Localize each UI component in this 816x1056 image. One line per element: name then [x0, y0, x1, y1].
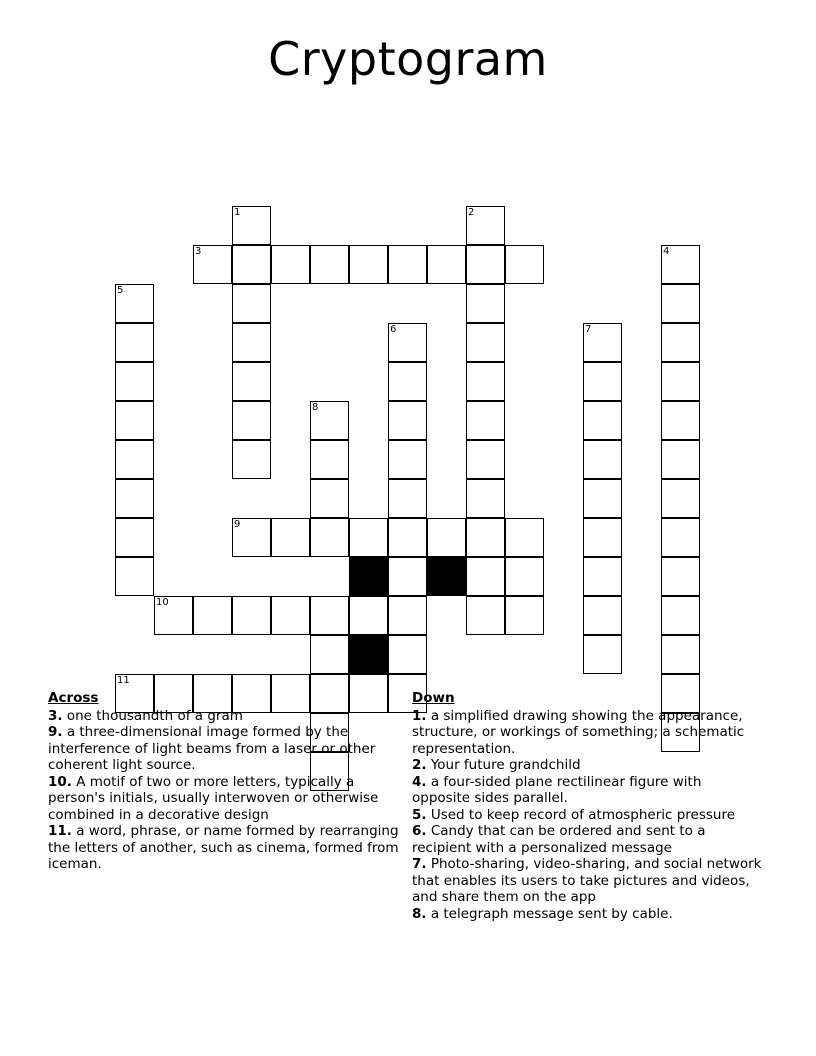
clue-text: one thousandth of a gram: [62, 707, 243, 724]
grid-cell[interactable]: [232, 596, 271, 635]
grid-cell[interactable]: [466, 206, 505, 245]
grid-cell[interactable]: [661, 323, 700, 362]
clue-item: [412, 856, 762, 906]
grid-cell[interactable]: [466, 362, 505, 401]
grid-cell-blocked: [349, 635, 388, 674]
grid-cell[interactable]: [661, 245, 700, 284]
grid-cell[interactable]: [466, 557, 505, 596]
grid-cell[interactable]: [271, 596, 310, 635]
grid-cell[interactable]: [271, 245, 310, 284]
grid-cell[interactable]: [115, 284, 154, 323]
grid-cell[interactable]: [271, 518, 310, 557]
grid-cell[interactable]: [661, 518, 700, 557]
grid-cell[interactable]: [661, 401, 700, 440]
grid-cell[interactable]: [583, 401, 622, 440]
grid-cell[interactable]: [661, 479, 700, 518]
grid-cell[interactable]: [310, 518, 349, 557]
grid-cell[interactable]: [232, 362, 271, 401]
grid-cell[interactable]: [466, 596, 505, 635]
grid-cell[interactable]: [193, 245, 232, 284]
clue-item: [412, 757, 762, 774]
grid-cell[interactable]: [310, 635, 349, 674]
grid-cell[interactable]: [466, 245, 505, 284]
grid-cell[interactable]: [349, 596, 388, 635]
clue-number: 1.: [412, 707, 427, 724]
clue-number: 10.: [48, 773, 72, 790]
clue-text: Photo-sharing, video-sharing, and social network that enables its users to take pictures and videos, and share them on the app: [412, 856, 762, 905]
clue-text: a telegraph message sent by cable.: [426, 905, 673, 922]
grid-cell[interactable]: [310, 479, 349, 518]
grid-cell[interactable]: [232, 401, 271, 440]
grid-cell-blocked: [427, 557, 466, 596]
grid-cell[interactable]: [466, 401, 505, 440]
grid-cell[interactable]: [427, 245, 466, 284]
grid-cell[interactable]: [583, 596, 622, 635]
grid-cell-number: 8: [312, 402, 319, 413]
grid-cell[interactable]: [661, 284, 700, 323]
grid-cell[interactable]: [232, 245, 271, 284]
grid-cell-number: 11: [117, 675, 130, 686]
grid-cell[interactable]: [583, 440, 622, 479]
grid-cell[interactable]: [583, 557, 622, 596]
grid-cell[interactable]: [115, 557, 154, 596]
grid-cell[interactable]: [232, 323, 271, 362]
grid-cell[interactable]: [388, 518, 427, 557]
grid-cell[interactable]: [583, 635, 622, 674]
grid-cell[interactable]: [232, 440, 271, 479]
grid-cell[interactable]: [583, 362, 622, 401]
clue-text: a four-sided plane rectilinear figure with opposite sides parallel.: [412, 773, 702, 806]
clue-text: Your future grandchild: [426, 757, 581, 773]
clue-number: 5.: [412, 806, 427, 823]
grid-cell[interactable]: [115, 518, 154, 557]
grid-cell[interactable]: [388, 596, 427, 635]
clue-number: 6.: [412, 823, 427, 839]
grid-cell[interactable]: [115, 323, 154, 362]
clue-number: 8.: [412, 905, 427, 922]
down-clues-column: [412, 690, 762, 922]
grid-cell[interactable]: [115, 440, 154, 479]
grid-cell[interactable]: [388, 245, 427, 284]
across-heading: Across: [48, 690, 99, 706]
clue-number: 4.: [412, 773, 427, 790]
grid-cell[interactable]: [388, 635, 427, 674]
grid-cell[interactable]: [310, 596, 349, 635]
grid-cell-blocked: [349, 557, 388, 596]
grid-cell[interactable]: [310, 245, 349, 284]
clue-text: A motif of two or more letters, typically a person's initials, usually interwoven or otherwise combined in a decorative design: [48, 773, 379, 823]
clue-text: Candy that can be ordered and sent to a recipient with a personalized message: [412, 823, 706, 856]
clue-text: a simplified drawing showing the appearance, structure, or workings of something; a schematic representation.: [412, 707, 745, 757]
clue-item: [48, 823, 404, 873]
crossword-grid: [0, 98, 816, 686]
clue-number: 9.: [48, 724, 63, 740]
grid-cell[interactable]: [115, 401, 154, 440]
grid-cell[interactable]: [583, 323, 622, 362]
grid-cell-number: 5: [117, 285, 124, 296]
page-title: Cryptogram: [268, 32, 548, 86]
grid-cell[interactable]: [388, 479, 427, 518]
grid-cell[interactable]: [349, 245, 388, 284]
clue-item: [412, 774, 762, 807]
grid-cell[interactable]: [427, 518, 466, 557]
grid-cell[interactable]: [466, 479, 505, 518]
across-clues-column: [48, 690, 404, 873]
clue-item: [48, 724, 404, 774]
grid-cell-number: 7: [585, 324, 592, 335]
clue-item: [412, 906, 762, 923]
grid-cell[interactable]: [310, 440, 349, 479]
grid-cell[interactable]: [466, 284, 505, 323]
grid-cell[interactable]: [661, 362, 700, 401]
grid-cell[interactable]: [388, 362, 427, 401]
clue-text: Used to keep record of atmospheric pressure: [426, 806, 736, 823]
grid-cell[interactable]: [466, 440, 505, 479]
grid-cell-number: 6: [390, 324, 397, 335]
grid-cell[interactable]: [232, 284, 271, 323]
grid-cell[interactable]: [466, 518, 505, 557]
grid-cell[interactable]: [583, 518, 622, 557]
clue-item: [412, 807, 762, 824]
grid-cell[interactable]: [115, 479, 154, 518]
grid-cell[interactable]: [232, 518, 271, 557]
grid-cell[interactable]: [232, 206, 271, 245]
grid-cell-number: 1: [234, 207, 241, 218]
grid-cell-number: 10: [156, 597, 169, 608]
clue-text: a three-dimensional image formed by the interference of light beams from a laser or other coherent light source.: [48, 724, 376, 773]
grid-cell[interactable]: [310, 401, 349, 440]
grid-cell[interactable]: [154, 596, 193, 635]
grid-cell[interactable]: [661, 557, 700, 596]
grid-cell[interactable]: [193, 596, 232, 635]
clue-number: 2.: [412, 757, 427, 773]
grid-cell[interactable]: [349, 518, 388, 557]
grid-cell[interactable]: [505, 518, 544, 557]
grid-cell-number: 4: [663, 246, 670, 257]
clue-number: 7.: [412, 856, 427, 872]
grid-cell[interactable]: [505, 245, 544, 284]
down-heading: Down: [412, 690, 455, 706]
grid-cell[interactable]: [466, 323, 505, 362]
grid-cell[interactable]: [661, 440, 700, 479]
grid-cell-number: 2: [468, 207, 475, 218]
clues-section: [0, 690, 816, 1030]
grid-cell[interactable]: [388, 401, 427, 440]
clue-text: a word, phrase, or name formed by rearranging the letters of another, such as cinema, formed from iceman.: [48, 823, 399, 872]
grid-cell[interactable]: [661, 596, 700, 635]
grid-cell[interactable]: [505, 596, 544, 635]
grid-cell-number: 3: [195, 246, 202, 257]
grid-cell[interactable]: [505, 557, 544, 596]
grid-cell[interactable]: [388, 557, 427, 596]
clue-item: [48, 774, 404, 824]
grid-cell[interactable]: [388, 440, 427, 479]
grid-cell[interactable]: [661, 635, 700, 674]
clue-number: 3.: [48, 707, 63, 724]
clue-item: [48, 708, 404, 725]
clue-item: [412, 823, 762, 856]
grid-cell[interactable]: [583, 479, 622, 518]
clue-item: [412, 708, 762, 758]
grid-cell-number: 9: [234, 519, 241, 530]
grid-cell[interactable]: [115, 362, 154, 401]
clue-number: 11.: [48, 823, 72, 839]
grid-cell[interactable]: [388, 323, 427, 362]
